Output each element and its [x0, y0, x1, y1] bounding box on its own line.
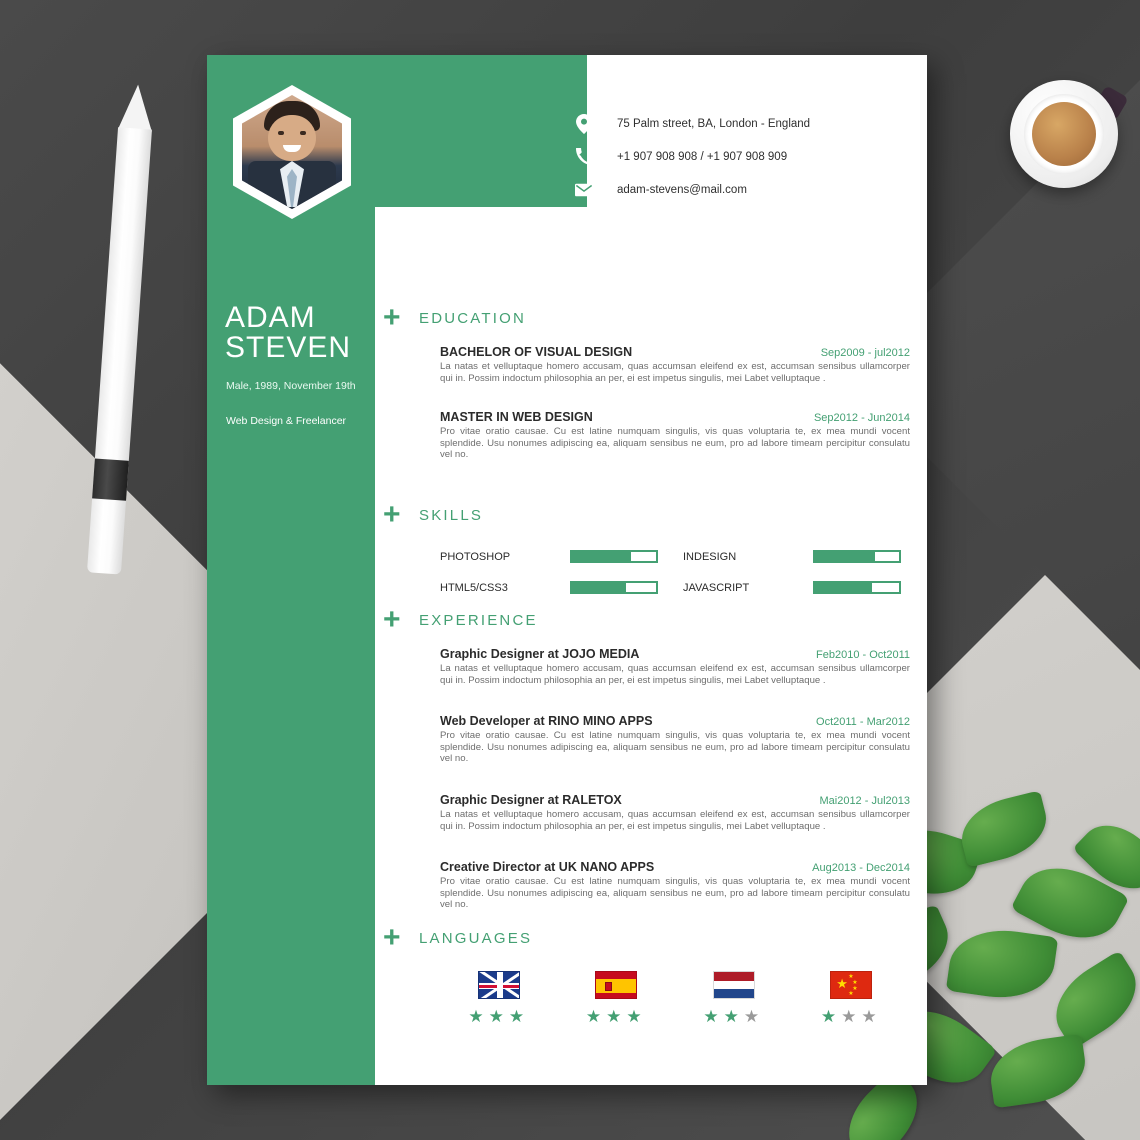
entry-description: Pro vitae oratio causae. Cu est latine numquam singulis, vis quas voluptaria te, ex mea mundi vocent splendide. Usu nonumes adipiscing ea, aliquam sensibus ne eum, pro ad labore timeam percipitur consulatu vel no.: [440, 426, 910, 461]
skill-item: [683, 550, 910, 563]
location-pin-icon: [573, 113, 595, 135]
plus-icon: +: [383, 603, 401, 636]
plus-icon: +: [383, 921, 401, 954]
section-title-education: EDUCATION: [419, 309, 527, 327]
language-item: [793, 971, 911, 1027]
entry-description: La natas et velluptaque homero accusam, quas accumsan eleifend ex est, accumsan sensibus ullamcorper qui in. Possim indoctum philosophia an per, ei est impetus singulis, mei Labet velluptaque .: [440, 663, 910, 686]
entry-description: Pro vitae oratio causae. Cu est latine numquam singulis, vis quas voluptaria te, ex mea mundi vocent splendide. Usu nonumes adipiscing ea, aliquam sensibus ne eum, pro ad labore timeam percipitur consulatu vel no.: [440, 876, 910, 911]
resume-page: [207, 55, 927, 1085]
spain-flag-icon: [595, 971, 637, 999]
experience-entry: [440, 793, 910, 832]
job-role: Web Design & Freelancer: [226, 415, 347, 427]
skill-label: JAVASCRIPT: [683, 581, 750, 594]
language-item: [440, 971, 558, 1027]
skill-label: PHOTOSHOP: [440, 550, 511, 563]
experience-entry: [440, 714, 910, 765]
uk-flag-icon: [478, 971, 520, 999]
skill-progress: [813, 550, 901, 563]
contact-phone: +1 907 908 908 / +1 907 908 909: [617, 150, 788, 163]
entry-date: Aug2013 - Dec2014: [812, 862, 910, 875]
entry-description: Pro vitae oratio causae. Cu est latine numquam singulis, vis quas voluptaria te, ex mea mundi vocent splendide. Usu nonumes adipiscing ea, aliquam sensibus ne eum, pro ad labore timeam percipitur consulatu vel no.: [440, 730, 910, 765]
language-rating: ★★★: [585, 1007, 647, 1026]
education-entries: [440, 345, 910, 461]
entry-title: MASTER IN WEB DESIGN: [440, 410, 593, 425]
language-item: [675, 971, 793, 1027]
entry-date: Sep2012 - Jun2014: [813, 412, 910, 425]
entry-description: La natas et velluptaque homero accusam, quas accumsan eleifend ex est, accumsan sensibus ullamcorper qui in. Possim indoctum philosophia an per, ei est impetus singulis, mei Labet velluptaque .: [440, 361, 910, 384]
contact-row-address: [573, 107, 903, 140]
skills-grid: [440, 550, 910, 594]
entry-title: Web Developer at RINO MINO APPS: [440, 714, 653, 729]
entry-title: Graphic Designer at RALETOX: [440, 792, 622, 807]
section-header-education: [383, 301, 927, 334]
skill-item: [683, 581, 910, 594]
contact-block: [573, 107, 903, 206]
education-entry: [440, 345, 910, 384]
entry-description: La natas et velluptaque homero accusam, quas accumsan eleifend ex est, accumsan sensibus ullamcorper qui in. Possim indoctum philosophia an per, ei est impetus singulis, mei Labet velluptaque .: [440, 808, 910, 832]
section-header-skills: [383, 498, 927, 531]
entry-title: Creative Director at UK NANO APPS: [440, 860, 655, 875]
phone-icon: [573, 146, 595, 168]
experience-entries: [440, 647, 910, 911]
plus-icon: +: [383, 498, 401, 531]
contact-row-email: [573, 173, 903, 206]
skill-progress: [570, 581, 658, 594]
education-entry: [440, 410, 910, 461]
language-rating: ★★★: [820, 1007, 882, 1026]
plus-icon: +: [383, 301, 401, 334]
skill-progress: [570, 550, 658, 563]
language-item: [558, 971, 676, 1027]
contact-email: adam-stevens@mail.com: [617, 183, 747, 196]
skill-item: [440, 581, 667, 594]
section-title-skills: SKILLS: [419, 506, 484, 524]
entry-date: Feb2010 - Oct2011: [816, 649, 910, 661]
contact-row-phone: [573, 140, 903, 173]
section-header-languages: [383, 921, 927, 954]
section-title-languages: LANGUAGES: [419, 929, 533, 947]
china-flag-icon: ★ ★ ★ ★ ★: [830, 971, 872, 999]
entry-date: Mai2012 - Jul2013: [819, 794, 910, 807]
section-title-experience: EXPERIENCE: [419, 611, 538, 629]
first-name: ADAM: [225, 301, 316, 334]
pencil-tip: [118, 83, 155, 131]
skill-label: HTML5/CSS3: [440, 581, 508, 594]
personal-meta: Male, 1989, November 19th: [226, 380, 356, 392]
last-name: STEVEN: [225, 331, 352, 364]
pencil-band: [92, 458, 129, 500]
coffee-liquid: [1032, 102, 1096, 166]
experience-entry: [440, 860, 910, 911]
envelope-icon: [573, 179, 595, 201]
section-header-experience: [383, 603, 927, 636]
skill-progress: [813, 581, 901, 594]
languages-row: [440, 971, 910, 1027]
profile-photo: [242, 95, 342, 209]
experience-entry: [440, 647, 910, 686]
coffee-cup-prop: [1010, 80, 1118, 188]
skill-label: INDESIGN: [683, 550, 737, 563]
entry-title: BACHELOR OF VISUAL DESIGN: [440, 345, 633, 359]
contact-address: 75 Palm street, BA, London - England: [617, 117, 811, 130]
skill-item: [440, 550, 667, 563]
netherlands-flag-icon: [713, 971, 755, 999]
entry-date: Oct2011 - Mar2012: [816, 716, 910, 729]
language-rating: ★★★: [703, 1007, 765, 1026]
entry-title: Graphic Designer at JOJO MEDIA: [440, 647, 640, 661]
avatar: [233, 85, 351, 219]
entry-date: Sep2009 - jul2012: [820, 347, 910, 359]
header-band: [375, 55, 587, 207]
language-rating: ★★★: [468, 1007, 530, 1026]
